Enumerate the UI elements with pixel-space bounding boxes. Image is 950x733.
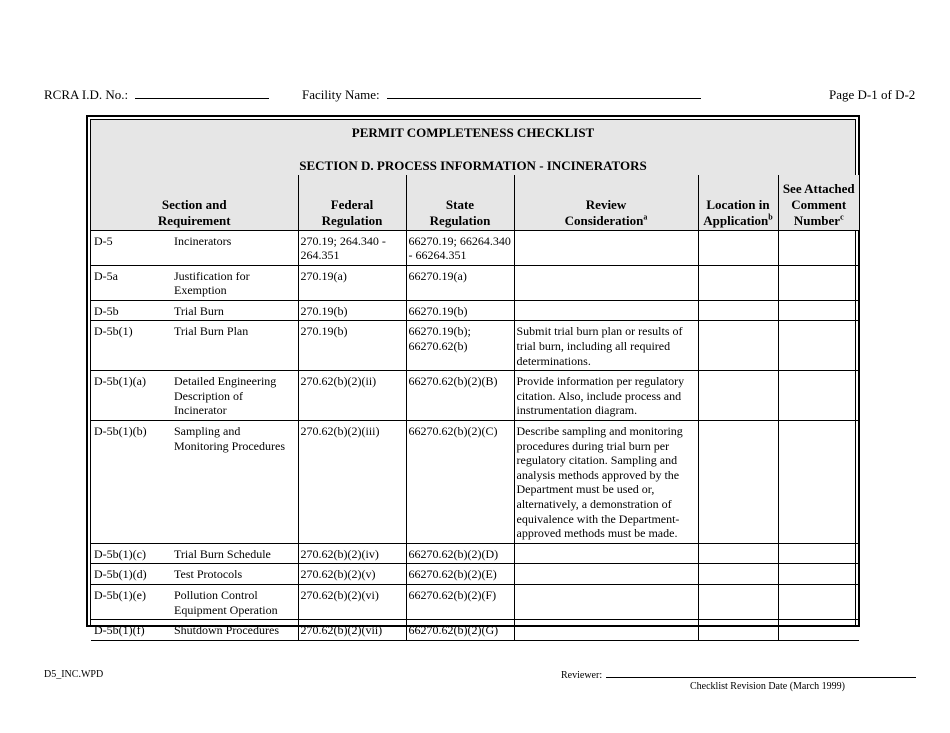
row-federal: 270.62(b)(2)(ii) bbox=[300, 374, 377, 389]
row-federal: 270.62(b)(2)(vii) bbox=[300, 623, 383, 638]
row-location-cell[interactable] bbox=[698, 230, 778, 265]
row-federal: 270.19(b) bbox=[300, 324, 348, 339]
facility-name-blank[interactable] bbox=[387, 87, 701, 99]
row-location-cell[interactable] bbox=[698, 371, 778, 421]
row-federal: 270.62(b)(2)(iii) bbox=[300, 424, 380, 439]
row-state: 66270.62(b)(2)(F) bbox=[408, 587, 497, 602]
row-code: D-5b(1)(b) bbox=[94, 424, 147, 439]
row-federal: 270.62(b)(2)(v) bbox=[300, 567, 376, 582]
row-review bbox=[515, 544, 698, 549]
table-row bbox=[91, 543, 859, 564]
row-location-cell[interactable] bbox=[698, 564, 778, 585]
page-number: Page D-1 of D-2 bbox=[829, 87, 916, 102]
row-code: D-5b(1)(c) bbox=[94, 546, 146, 561]
table-row bbox=[91, 300, 859, 321]
rcra-id-field bbox=[44, 87, 269, 103]
row-code: D-5b(1)(f) bbox=[94, 623, 145, 638]
row-code: D-5b(1)(e) bbox=[94, 587, 146, 602]
row-review bbox=[515, 266, 698, 271]
row-state: 66270.19(a) bbox=[408, 268, 467, 283]
row-review bbox=[515, 585, 698, 590]
row-federal: 270.19; 264.340 - 264.351 bbox=[300, 233, 386, 263]
col-comment-header: See Attached Comment Number$^c$ bbox=[778, 175, 859, 230]
revision-date: Checklist Revision Date (March 1999) bbox=[690, 681, 845, 692]
reviewer-field bbox=[561, 669, 916, 681]
row-comment-cell[interactable] bbox=[778, 620, 859, 641]
row-location-cell[interactable] bbox=[698, 265, 778, 300]
row-federal: 270.19(a) bbox=[300, 268, 347, 283]
row-requirement: Test Protocols bbox=[174, 567, 243, 582]
col-federal-header: Federal Regulation bbox=[298, 175, 406, 230]
table-row bbox=[91, 564, 859, 585]
section-title: SECTION D. PROCESS INFORMATION - INCINERATORS bbox=[299, 158, 647, 173]
row-requirement: Detailed Engineering Description of Incinerator bbox=[174, 374, 277, 418]
file-name: D5_INC.WPD bbox=[44, 669, 104, 680]
table-row bbox=[91, 620, 859, 641]
row-requirement: Incinerators bbox=[174, 233, 232, 248]
table-row bbox=[91, 584, 859, 619]
row-requirement: Justification for Exemption bbox=[174, 268, 250, 298]
facility-name-label: Facility Name: bbox=[302, 87, 380, 102]
row-review: Submit trial burn plan or results of trial burn, including all required determinations. bbox=[516, 324, 683, 368]
row-comment-cell[interactable] bbox=[778, 564, 859, 585]
row-state: 66270.62(b)(2)(G) bbox=[408, 623, 499, 638]
checklist-title: PERMIT COMPLETENESS CHECKLIST bbox=[351, 125, 595, 140]
row-code: D-5 bbox=[94, 233, 113, 248]
checklist-frame bbox=[86, 115, 860, 638]
row-federal: 270.62(b)(2)(iv) bbox=[300, 546, 379, 561]
reviewer-blank[interactable] bbox=[606, 669, 916, 678]
row-comment-cell[interactable] bbox=[778, 371, 859, 421]
reviewer-label: Reviewer: bbox=[561, 670, 603, 681]
row-federal: 270.62(b)(2)(vi) bbox=[300, 587, 379, 602]
row-location-cell[interactable] bbox=[698, 321, 778, 371]
row-state: 66270.62(b)(2)(D) bbox=[408, 546, 499, 561]
row-review bbox=[515, 301, 698, 306]
row-requirement: Shutdown Procedures bbox=[174, 623, 279, 638]
table-row bbox=[91, 321, 859, 371]
row-comment-cell[interactable] bbox=[778, 265, 859, 300]
row-requirement: Trial Burn bbox=[174, 303, 224, 318]
row-comment-cell[interactable] bbox=[778, 300, 859, 321]
row-requirement: Trial Burn Plan bbox=[174, 324, 249, 339]
row-state: 66270.19; 66264.340 - 66264.351 bbox=[408, 233, 511, 263]
row-code: D-5b bbox=[94, 303, 119, 318]
row-comment-cell[interactable] bbox=[778, 584, 859, 619]
row-requirement: Pollution Control Equipment Operation bbox=[174, 587, 278, 617]
col-section-header: Section and Requirement bbox=[91, 175, 298, 230]
row-location-cell[interactable] bbox=[698, 300, 778, 321]
row-code: D-5b(1)(d) bbox=[94, 567, 147, 582]
row-location-cell[interactable] bbox=[698, 421, 778, 544]
table-row bbox=[91, 371, 859, 421]
row-location-cell[interactable] bbox=[698, 620, 778, 641]
row-comment-cell[interactable] bbox=[778, 421, 859, 544]
row-federal: 270.19(b) bbox=[300, 303, 348, 318]
row-review: Provide information per regulatory citation. Also, include process and instrumentation diagram. bbox=[516, 374, 685, 418]
row-state: 66270.62(b)(2)(C) bbox=[408, 424, 498, 439]
row-review bbox=[515, 564, 698, 569]
row-comment-cell[interactable] bbox=[778, 543, 859, 564]
rcra-id-blank[interactable] bbox=[135, 87, 269, 99]
row-code: D-5a bbox=[94, 268, 118, 283]
table-row bbox=[91, 230, 859, 265]
row-state: 66270.19(b) bbox=[408, 303, 468, 318]
row-review: Describe sampling and monitoring procedures during trial burn per regulatory citation. Sampling and analysis methods approved by the Department must be used or, alternatively, a demonstration of equivalence with the Department-approved methods must be made. bbox=[516, 424, 683, 541]
row-review bbox=[515, 620, 698, 625]
row-review bbox=[515, 231, 698, 236]
rcra-id-label: RCRA I.D. No.: bbox=[44, 87, 129, 102]
row-requirement: Sampling and Monitoring Procedures bbox=[174, 424, 285, 453]
table-header-row bbox=[91, 175, 859, 230]
row-state: 66270.62(b)(2)(B) bbox=[408, 374, 498, 389]
row-location-cell[interactable] bbox=[698, 543, 778, 564]
row-comment-cell[interactable] bbox=[778, 230, 859, 265]
row-state: 66270.19(b); 66270.62(b) bbox=[408, 324, 471, 354]
table-row bbox=[91, 265, 859, 300]
facility-name-field bbox=[302, 87, 701, 103]
row-comment-cell[interactable] bbox=[778, 321, 859, 371]
col-state-header: State Regulation bbox=[406, 175, 514, 230]
row-state: 66270.62(b)(2)(E) bbox=[408, 567, 497, 582]
col-review-header: Review Consideration$^a$ bbox=[514, 175, 698, 230]
checklist-table bbox=[91, 175, 859, 641]
row-requirement: Trial Burn Schedule bbox=[174, 546, 271, 561]
title-band bbox=[91, 120, 855, 176]
checklist-inner-border bbox=[90, 119, 856, 638]
row-location-cell[interactable] bbox=[698, 584, 778, 619]
col-location-header: Location in Application$^b$ bbox=[698, 175, 778, 230]
row-code: D-5b(1) bbox=[94, 324, 133, 339]
table-row bbox=[91, 421, 859, 544]
row-code: D-5b(1)(a) bbox=[94, 374, 146, 389]
